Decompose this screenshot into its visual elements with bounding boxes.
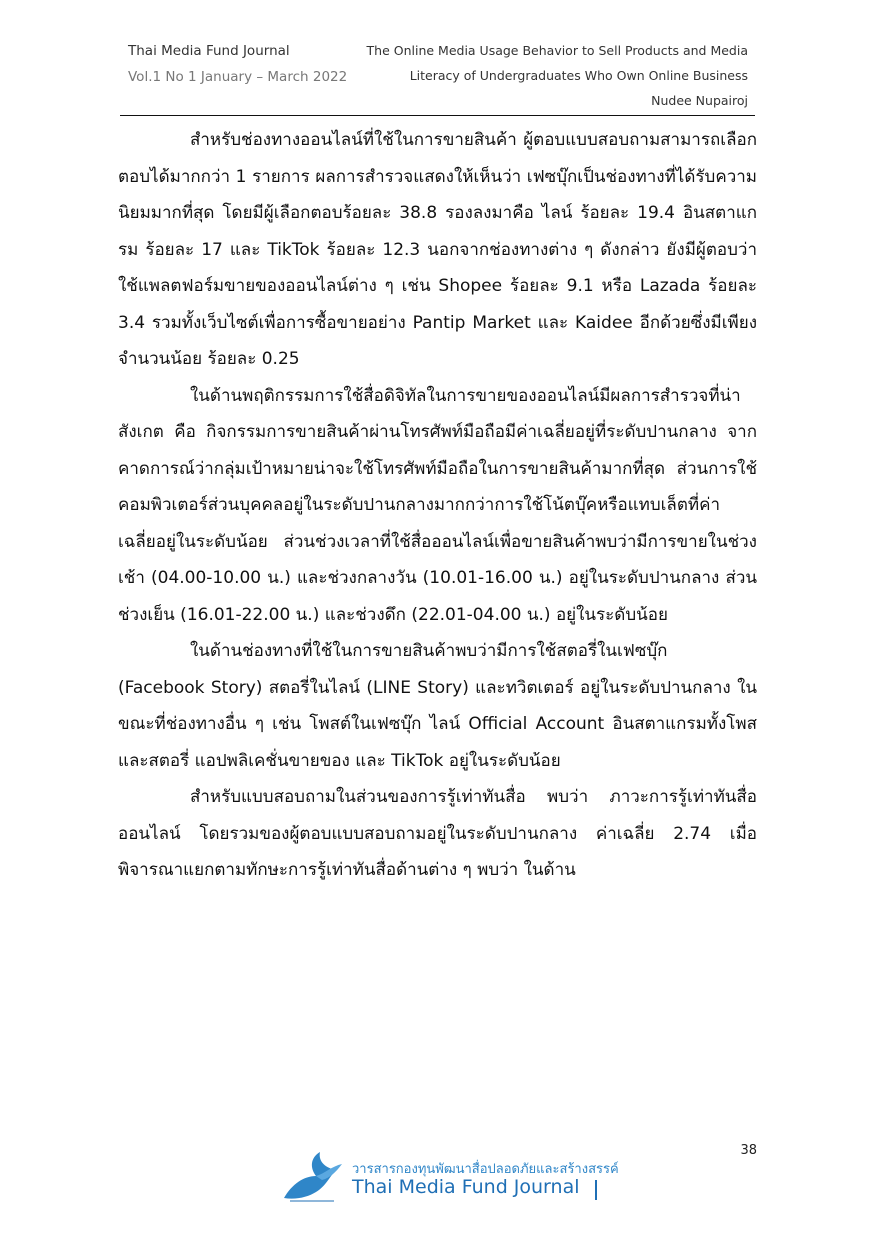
logo-divider [595, 1180, 597, 1200]
header-divider [120, 115, 755, 116]
logo-thai-text: วารสารกองทุนพัฒนาสื่อปลอดภัยและสร้างสรรค์ [352, 1162, 619, 1177]
body-paragraph: สำหรับช่องทางออนไลน์ที่ใช้ในการขายสินค้า ผู้ตอบแบบสอบถามสามารถเลือกตอบได้มากกว่า 1 รายการ ผลการสำรวจแสดงให้เห็นว่า เฟซบุ๊กเป็นช่องทางที่ได้รับความนิยมมากที่สุด โดยมีผู้เลือกตอบร้อยละ 38.8 รองลงมาคือ ไลน์ ร้อยละ 19.4 อินสตาแกรม ร้อยละ 17 และ TikTok ร้อยละ 12.3 นอกจากช่องทางต่าง ๆ ดังกล่าว ยังมีผู้ตอบว่าใช้แพลตฟอร์มขายของออนไลน์ต่าง ๆ เช่น Shopee ร้อยละ 9.1 หรือ Lazada ร้อยละ 3.4 รวมทั้งเว็บไซต์เพื่อการซื้อขายอย่าง Pantip Market และ Kaidee อีกด้วยซึ่งมีเพียงจำนวนน้อย ร้อยละ 0.25 [118, 130, 757, 369]
journal-name: Thai Media Fund Journal [128, 43, 290, 59]
page-number: 38 [740, 1143, 757, 1158]
article-body [118, 122, 757, 889]
header-article-info [367, 38, 748, 113]
body-paragraph: ในด้านพฤติกรรมการใช้สื่อดิจิทัลในการขายของออนไลน์มีผลการสำรวจที่น่าสังเกต คือ กิจกรรมการขายสินค้าผ่านโทรศัพท์มือถือมีค่าเฉลี่ยอยู่ที่ระดับปานกลาง จากคาดการณ์ว่ากลุ่มเป้าหมายน่าจะใช้โทรศัพท์มือถือในการขายสินค้ามากที่สุด ส่วนการใช้คอมพิวเตอร์ส่วนบุคคลอยู่ในระดับปานกลางมากกว่าการใช้โน้ตบุ๊คหรือแทบเล็ตที่ค่าเฉลี่ยอยู่ในระดับน้อย ส่วนช่วงเวลาที่ใช้สื่อออนไลน์เพื่อขายสินค้าพบว่ามีการขายในช่วงเช้า (04.00-10.00 น.) และช่วงกลางวัน (10.01-16.00 น.) อยู่ในระดับปานกลาง ส่วนช่วงเย็น (16.01-22.00 น.) และช่วงดึก (22.01-04.00 น.) อยู่ในระดับน้อย [118, 385, 757, 625]
bird-logo-icon [280, 1146, 352, 1206]
footer-logo [280, 1146, 619, 1206]
article-title-line1: The Online Media Usage Behavior to Sell Products and Media [366, 43, 748, 58]
journal-volume: Vol.1 No 1 January – March 2022 [128, 69, 348, 85]
article-author: Nudee Nupairoj [651, 93, 748, 108]
logo-english-text: Thai Media Fund Journal [352, 1176, 580, 1198]
body-paragraph: ในด้านช่องทางที่ใช้ในการขายสินค้าพบว่ามีการใช้สตอรี่ในเฟซบุ๊ก (Facebook Story) สตอรี่ในไลน์ (LINE Story) และทวิตเตอร์ อยู่ในระดับปานกลาง ในขณะที่ช่องทางอื่น ๆ เช่น โพสต์ในเฟซบุ๊ก ไลน์ Official Account อินสตาแกรมทั้งโพสและสตอรี่ แอปพลิเคชั่นขายของ และ TikTok อยู่ในระดับน้อย [118, 641, 757, 771]
body-paragraph: สำหรับแบบสอบถามในส่วนของการรู้เท่าทันสื่อ พบว่า ภาวะการรู้เท่าทันสื่อออนไลน์ โดยรวมของผู้ตอบแบบสอบถามอยู่ในระดับปานกลาง ค่าเฉลี่ย 2.74 เมื่อพิจารณาแยกตามทักษะการรู้เท่าทันสื่อด้านต่าง ๆ พบว่า ในด้าน [118, 787, 757, 880]
header-journal-info [128, 38, 347, 90]
article-title-line2: Literacy of Undergraduates Who Own Online Business [409, 68, 748, 83]
